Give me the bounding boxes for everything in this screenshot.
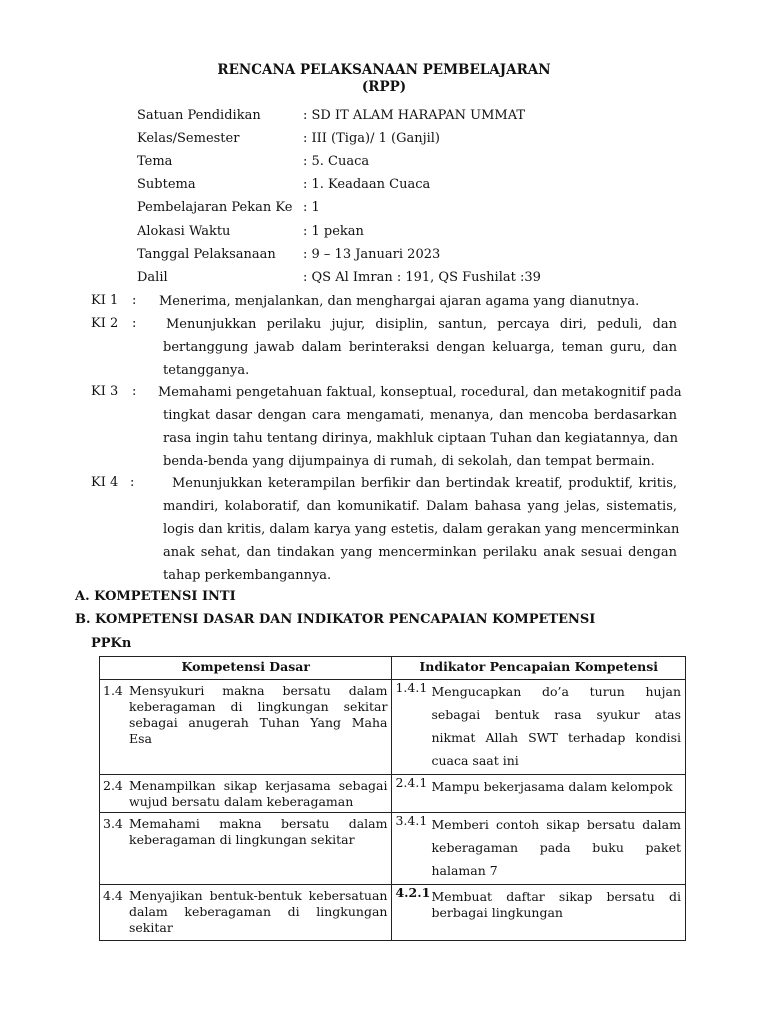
identity-label: Alokasi Waktu	[137, 224, 231, 239]
ipk-text: Mampu bekerjasama dalam kelompok	[431, 779, 673, 794]
document-subtitle: (RPP)	[361, 79, 407, 95]
ki-text-line: logis dan kritis, dalam karya yang estetis, dalam gerakan yang mencerminkan	[163, 522, 680, 537]
identity-value: : 1 pekan	[303, 224, 364, 239]
ki-text	[163, 495, 680, 587]
ki-colon: :	[132, 316, 137, 331]
ki-text-line: tetangganya.	[163, 363, 250, 378]
kd-number: 2.4	[103, 778, 123, 793]
ki-label: KI 2	[91, 316, 119, 331]
kd-cell	[100, 885, 392, 941]
identity-value: : 1. Keadaan Cuaca	[303, 177, 431, 192]
ipk-number: 4.2.1	[395, 885, 431, 900]
identity-value: : 9 – 13 Januari 2023	[303, 247, 441, 262]
identity-label: Satuan Pendidikan	[137, 108, 261, 123]
ipk-cell	[392, 813, 686, 885]
kd-text: Menampilkan sikap kerjasama sebagai wujud bersatu dalam keberagaman	[129, 778, 388, 809]
ki-text-line: tingkat dasar dengan cara mengamati, menanya, dan mencoba berdasarkan	[163, 408, 677, 423]
identity-label: Subtema	[137, 177, 196, 192]
identity-value: : 1	[303, 200, 320, 215]
ki-colon: :	[132, 293, 137, 308]
kd-cell	[100, 813, 392, 885]
ki-label: KI 1	[91, 293, 119, 308]
ki-text-line: bertanggung jawab dalam berinteraksi dengan keluarga, teman guru, dan	[163, 340, 677, 355]
ki-text	[163, 404, 677, 473]
kd-number: 3.4	[103, 816, 123, 831]
table-row	[100, 680, 686, 775]
identity-label: Pembelajaran Pekan Ke	[137, 200, 293, 215]
ki-text-line: Menerima, menjalankan, dan menghargai ajaran agama yang dianutnya.	[159, 294, 640, 309]
kd-cell	[100, 680, 392, 775]
ki-text	[159, 290, 639, 313]
ki-label: KI 4	[91, 475, 119, 490]
ipk-cell	[392, 885, 686, 941]
ki-text-line: tahap perkembangannya.	[163, 568, 332, 583]
ki-text	[172, 472, 677, 495]
table-row	[100, 775, 686, 813]
ipk-text: Memberi contoh sikap bersatu dalam keberagaman pada buku paket halaman 7	[431, 817, 681, 878]
ki-text-line: mandiri, kolaboratif, dan komunikatif. Dalam bahasa yang jelas, sistematis,	[163, 499, 677, 514]
ipk-number: 2.4.1	[395, 775, 428, 790]
section-heading-kompetensi-inti: A. KOMPETENSI INTI	[75, 589, 236, 604]
ipk-number: 3.4.1	[395, 813, 428, 828]
kd-cell	[100, 775, 392, 813]
ki-colon: :	[132, 384, 137, 399]
identity-value: : 5. Cuaca	[303, 154, 370, 169]
kd-text: Menyajikan bentuk-bentuk kebersatuan dalam keberagaman di lingkungan sekitar	[129, 888, 388, 935]
ipk-text: Membuat daftar sikap bersatu di berbagai lingkungan	[431, 889, 681, 920]
ki-text-line: Menunjukkan perilaku jujur, disiplin, santun, percaya diri, peduli, dan	[166, 317, 677, 332]
ki-colon: :	[130, 475, 135, 490]
identity-label: Tema	[137, 154, 173, 169]
identity-value: : III (Tiga)/ 1 (Ganjil)	[303, 131, 441, 146]
table-row	[100, 885, 686, 941]
identity-label: Dalil	[137, 270, 168, 285]
document-title: RENCANA PELAKSANAAN PEMBELAJARAN	[217, 62, 551, 78]
section-heading-kompetensi-dasar: B. KOMPETENSI DASAR DAN INDIKATOR PENCAPAIAN KOMPETENSI	[75, 612, 596, 627]
identity-label: Tanggal Pelaksanaan	[137, 247, 276, 262]
kd-text: Mensyukuri makna bersatu dalam keberagaman di lingkungan sekitar sebagai anugerah Tuhan Yang Maha Esa	[129, 683, 388, 746]
ki-label: KI 3	[91, 384, 119, 399]
subject-heading: PPKn	[91, 636, 132, 651]
column-header-indikator: Indikator Pencapaian Kompetensi	[392, 657, 686, 680]
identity-value: : QS Al Imran : 191, QS Fushilat :39	[303, 270, 541, 285]
identity-value: : SD IT ALAM HARAPAN UMMAT	[303, 108, 526, 123]
ki-text	[163, 336, 677, 382]
column-header-kompetensi-dasar: Kompetensi Dasar	[100, 657, 392, 680]
ipk-cell	[392, 680, 686, 775]
ki-text-line: Memahami pengetahuan faktual, konseptual, rocedural, dan metakognitif pada	[158, 385, 682, 400]
kd-number: 4.4	[103, 888, 123, 903]
ipk-number: 1.4.1	[395, 680, 428, 695]
ki-text	[158, 381, 682, 404]
competency-table	[99, 656, 686, 941]
ki-text-line: anak sehat, dan tindakan yang mencerminkan perilaku anak sesuai dengan	[163, 545, 677, 560]
ipk-text: Mengucapkan do’a turun hujan sebagai bentuk rasa syukur atas nikmat Allah SWT terhadap kondisi cuaca saat ini	[431, 684, 681, 768]
kd-number: 1.4	[103, 683, 123, 698]
ki-text-line: rasa ingin tahu tentang dirinya, makhluk ciptaan Tuhan dan kegiatannya, dan	[163, 431, 678, 446]
ki-text	[166, 313, 677, 336]
ipk-cell	[392, 775, 686, 813]
ki-text-line: benda-benda yang dijumpainya di rumah, di sekolah, dan tempat bermain.	[163, 454, 655, 469]
kd-text: Memahami makna bersatu dalam keberagaman di lingkungan sekitar	[129, 816, 388, 847]
table-row	[100, 813, 686, 885]
ki-text-line: Menunjukkan keterampilan berfikir dan bertindak kreatif, produktif, kritis,	[172, 476, 677, 491]
identity-label: Kelas/Semester	[137, 131, 240, 146]
table-header-row	[100, 657, 686, 680]
